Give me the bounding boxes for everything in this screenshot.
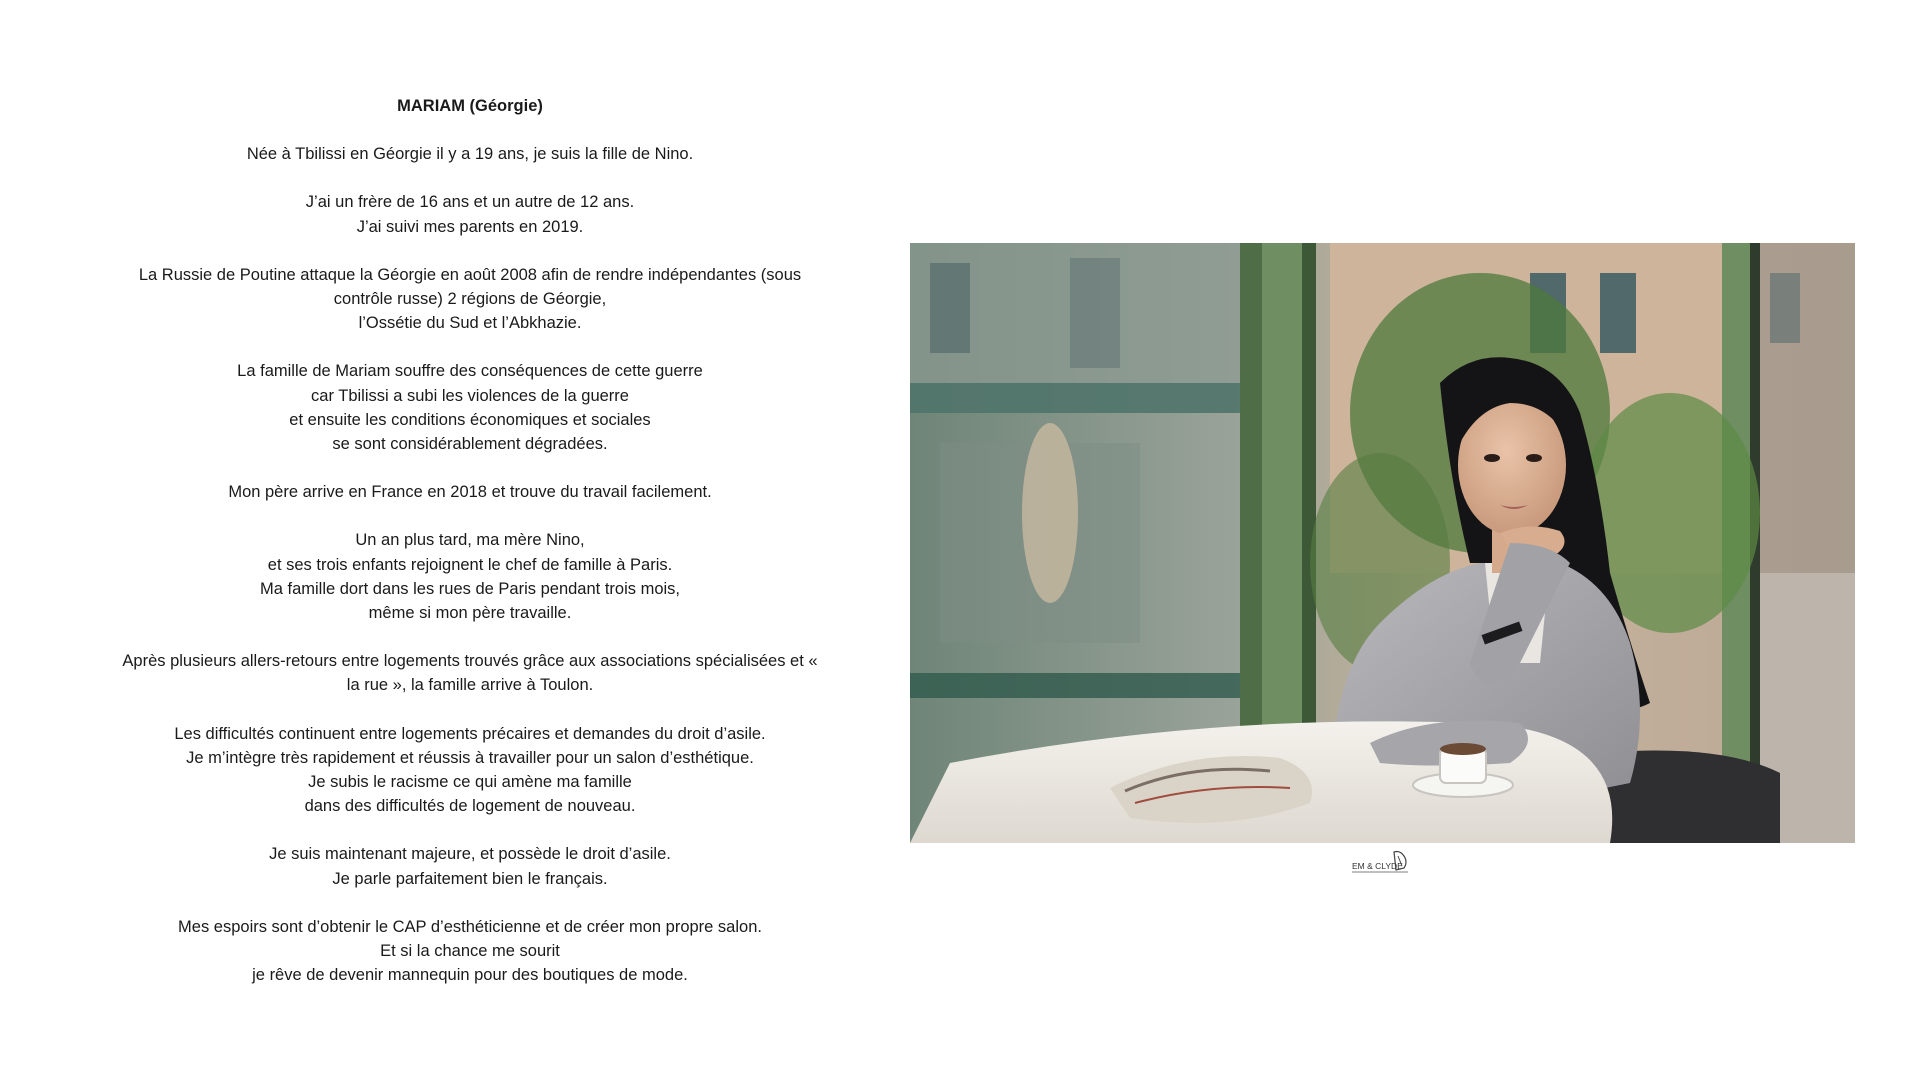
- story-title: MARIAM (Géorgie): [397, 97, 543, 115]
- credit-text: EM & CLYDE: [1352, 861, 1403, 871]
- story-line: Un an plus tard, ma mère Nino,: [355, 531, 585, 550]
- story-line: la rue », la famille arrive à Toulon.: [346, 676, 594, 695]
- story-line: Mes espoirs sont d’obtenir le CAP d’esthéticienne et de créer mon propre salon.: [178, 917, 762, 936]
- story-paragraph-1: [100, 142, 840, 166]
- story-line: Née à Tbilissi en Géorgie il y a 19 ans, je suis la fille de Nino.: [246, 145, 694, 164]
- story-paragraph-3: [100, 263, 840, 336]
- story-line: Et si la chance me sourit: [380, 942, 560, 961]
- story-line: et ensuite les conditions économiques et sociales: [289, 410, 651, 429]
- story-line: J’ai suivi mes parents en 2019.: [356, 217, 584, 236]
- story-line: Après plusieurs allers-retours entre logements trouvés grâce aux associations spécialisées et «: [122, 652, 818, 671]
- story-line: et ses trois enfants rejoignent le chef de famille à Paris.: [267, 555, 673, 574]
- story-line: Mon père arrive en France en 2018 et trouve du travail facilement.: [228, 483, 712, 502]
- story-line: je rêve de devenir mannequin pour des boutiques de mode.: [252, 966, 688, 985]
- portrait-photo: [910, 243, 1855, 843]
- photographer-signature-logo: [1350, 848, 1412, 878]
- story-line: J’ai un frère de 16 ans et un autre de 12 ans.: [305, 193, 635, 212]
- story-line: même si mon père travaille.: [368, 604, 572, 623]
- story-line: Les difficultés continuent entre logements précaires et demandes du droit d’asile.: [174, 724, 766, 743]
- portrait-photo-illustration: [910, 243, 1855, 843]
- story-line: Je suis maintenant majeure, et possède le droit d’asile.: [269, 845, 671, 864]
- story-line: La famille de Mariam souffre des conséquences de cette guerre: [237, 362, 703, 381]
- story-line: La Russie de Poutine attaque la Géorgie en août 2008 afin de rendre indépendantes (sous: [138, 265, 802, 284]
- story-line: Je m’intègre très rapidement et réussis à travailler pour un salon d’esthétique.: [186, 748, 754, 767]
- story-paragraph-5: [100, 480, 840, 504]
- signature-logo-graphic: [1350, 848, 1412, 878]
- story-line: Je subis le racisme ce qui amène ma famille: [308, 773, 632, 792]
- story-paragraph-9: [100, 842, 840, 890]
- story-paragraph-6: [100, 528, 840, 625]
- story-line: car Tbilissi a subi les violences de la guerre: [311, 386, 629, 405]
- story-line: dans des difficultés de logement de nouveau.: [304, 797, 636, 816]
- story-line: l’Ossétie du Sud et l’Abkhazie.: [358, 314, 582, 333]
- story-line: Je parle parfaitement bien le français.: [332, 869, 608, 888]
- story-line: se sont considérablement dégradées.: [332, 435, 608, 454]
- story-line: contrôle russe) 2 régions de Géorgie,: [333, 290, 607, 309]
- story-paragraph-2: [100, 190, 840, 238]
- story-paragraph-8: [100, 722, 840, 819]
- story-paragraph-4: [100, 359, 840, 456]
- story-paragraph-7: [100, 649, 840, 697]
- story-line: Ma famille dort dans les rues de Paris pendant trois mois,: [259, 579, 681, 598]
- story-text: [100, 94, 840, 1011]
- story-paragraph-10: [100, 915, 840, 988]
